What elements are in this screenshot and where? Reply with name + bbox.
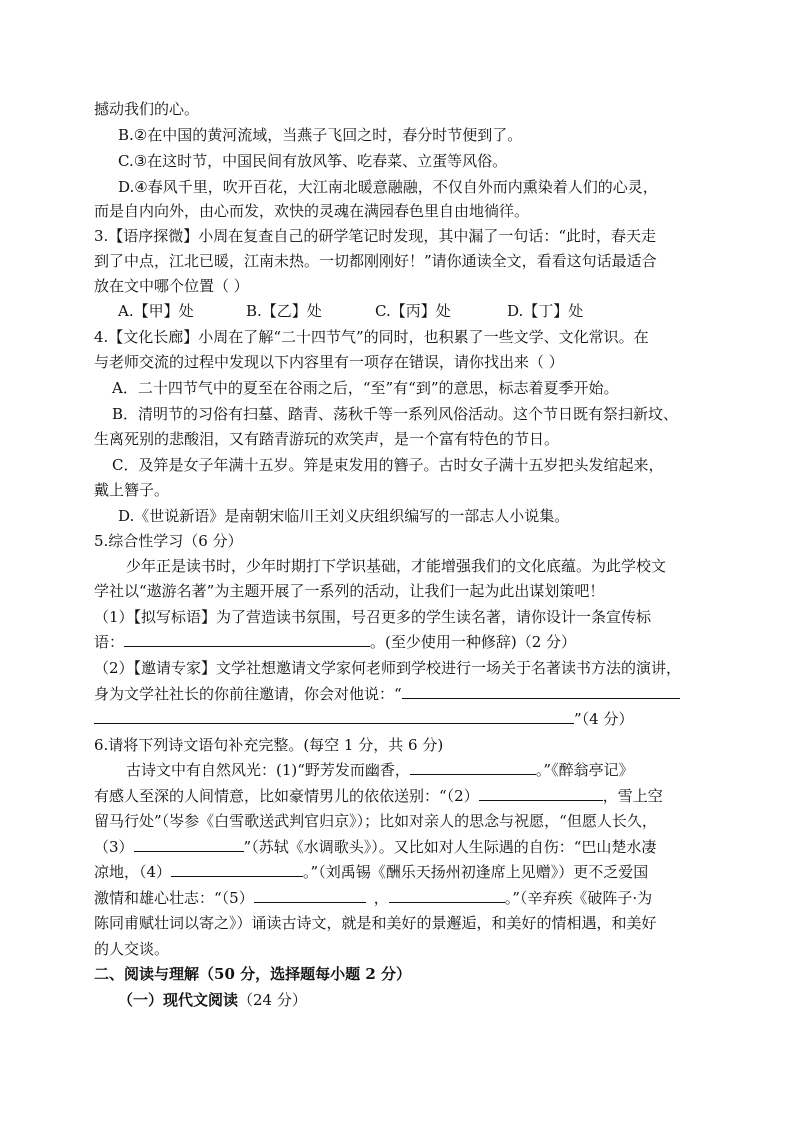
invitation-answer-blank-2[interactable] [94,709,574,724]
q5-part-2-prefix: 身为文学社社长的你前往邀请，你会对他说：“ [94,685,402,703]
q4-option-b: B．清明节的习俗有扫墓、踏青、荡秋千等一系列风俗活动。这个节日既有祭扫新坟、 [112,405,679,423]
question-3: 3.【语序探微】小周在复查自己的研学笔记时发现，其中漏了一句话：“此时，春天走 [94,227,656,245]
q5-intro: 少年正是读书时，少年时期打下学识基础，才能增强我们的文化底蕴。为此学校文 [126,557,667,575]
q6-line-4-suffix: ”（苏轼《水调歌头》）。又比如对人生际遇的自伤：“巴山楚水凄 [243,838,657,856]
q3-option-c: C.【丙】处 [375,302,451,320]
q5-part-2-suffix: ”（4 分） [574,710,634,728]
q6-line-4-prefix: （3） [94,838,134,856]
q5-part-1-suffix: 。(至少使用一种修辞)（2 分） [370,633,577,651]
question-3-line-2: 到了中点，江北已暖，江南未热。一切都刚刚好！”请你通读全文，看看这句话最适合 [94,252,657,270]
q6-line-5-prefix: 凉地，（4） [94,863,172,881]
question-6: 6.请将下列诗文语句补充完整。(每空 1 分，共 6 分) [94,736,444,754]
q6-line-1 [126,760,634,780]
section-2-heading: 二、阅读与理解（50 分，选择题每小题 2 分） [94,965,411,983]
q6-line-2-suffix: ，雪上空 [602,787,663,805]
subsection-title: （一）现代文阅读 [118,991,239,1009]
option-a-continuation: 撼动我们的心。 [94,100,200,118]
q4-option-a: A．二十四节气中的夏至在谷雨之后，“至”有“到”的意思，标志着夏季开始。 [112,379,619,397]
question-3-line-3: 放在文中哪个位置（ ） [94,277,249,295]
question-5: 5.综合性学习（6 分） [94,532,243,550]
q6-line-6-comma: ， [373,889,389,907]
q6-line-5 [94,862,648,882]
q3-option-a: A.【甲】处 [118,302,194,320]
q6-line-7: 陈同甫赋壮词以寄之》）诵读古诗文，就是和美好的景邂逅，和美好的情相遇，和美好 [94,914,657,932]
q5-part-1-answer-line [94,632,576,652]
q4-option-c: C．及笄是女子年满十五岁。笄是束发用的簪子。古时女子满十五岁把头发绾起来， [112,456,664,474]
q6-line-6 [94,888,652,908]
poem-blank-5b[interactable] [389,888,505,903]
q6-line-6-prefix: 激情和雄心壮志：“（5） [94,889,254,907]
option-d-continuation: 而是自内向外，由心而发，欢快的灵魂在满园春色里自由地徜徉。 [94,202,530,220]
question-4: 4.【文化长廊】小周在了解“二十四节气”的同时，也积累了一些文学、文化常识。在 [94,328,649,346]
q3-option-b: B.【乙】处 [246,302,322,320]
q5-part-2-line-3 [94,709,633,729]
q5-intro-line-2: 学社以“遨游名著”为主题开展了一系列的活动，让我们一起为此出谋划策吧！ [94,582,605,600]
question-4-line-2: 与老师交流的过程中发现以下内容里有一项存在错误，请你找出来（ ） [94,353,564,371]
q6-line-8: 的人交谈。 [94,940,170,958]
q3-option-d: D.【丁】处 [507,302,584,320]
q6-line-1-prefix: 古诗文中有自然风光：(1)“野芳发而幽香， [126,761,410,779]
q4-option-c-continuation: 戴上簪子。 [94,481,170,499]
slogan-answer-blank[interactable] [124,632,370,647]
q5-part-2: （2）【邀请专家】文学社想邀请文学家何老师到学校进行一场关于名著读书方法的演讲， [94,659,682,677]
q6-line-3: 留马行处”（岑参《白雪歌送武判官归京》）；比如对亲人的思念与祝愿，“但愿人长久， [94,812,657,830]
q6-line-2-prefix: 有感人至深的人间情意，比如豪情男儿的依依送别：“（2） [94,787,479,805]
q6-line-5-suffix: 。”（刘禹锡《酬乐天扬州初逢席上见赠》）更不乏爱国 [303,863,649,881]
q6-line-6-suffix: 。”（辛弃疾《破阵子·为 [504,889,653,907]
poem-blank-5a[interactable] [254,888,366,903]
invitation-answer-blank-1[interactable] [402,684,680,699]
option-b: B.②在中国的黄河流域，当燕子飞回之时，春分时节便到了。 [118,126,523,144]
q5-part-1-prefix: 语： [94,633,125,651]
q6-line-1-suffix: 。”《醉翁亭记》 [535,761,634,779]
poem-blank-1[interactable] [410,760,536,775]
option-d: D.④春风千里，吹开百花，大江南北暖意融融，不仅自外而内熏染着人们的心灵， [118,178,658,196]
option-c: C.③在这时节，中国民间有放风筝、吃春菜、立蛋等风俗。 [118,152,508,170]
q4-option-d: D.《世说新语》是南朝宋临川王刘义庆组织编写的一部志人小说集。 [118,507,570,525]
poem-blank-4[interactable] [171,862,303,877]
q4-option-b-continuation: 生离死别的悲酸泪，又有踏青游玩的欢笑声，是一个富有特色的节日。 [94,430,560,448]
q6-line-2 [94,786,663,806]
q6-line-4 [94,837,656,857]
poem-blank-2[interactable] [479,786,603,801]
subsection-heading [118,990,307,1010]
q5-part-2-line-2 [94,684,680,704]
q5-part-1: （1）【拟写标语】为了营造读书氛围，号召更多的学生读名著，请你设计一条宣传标 [94,608,652,626]
poem-blank-3[interactable] [134,837,244,852]
subsection-score: （24 分） [238,991,307,1009]
